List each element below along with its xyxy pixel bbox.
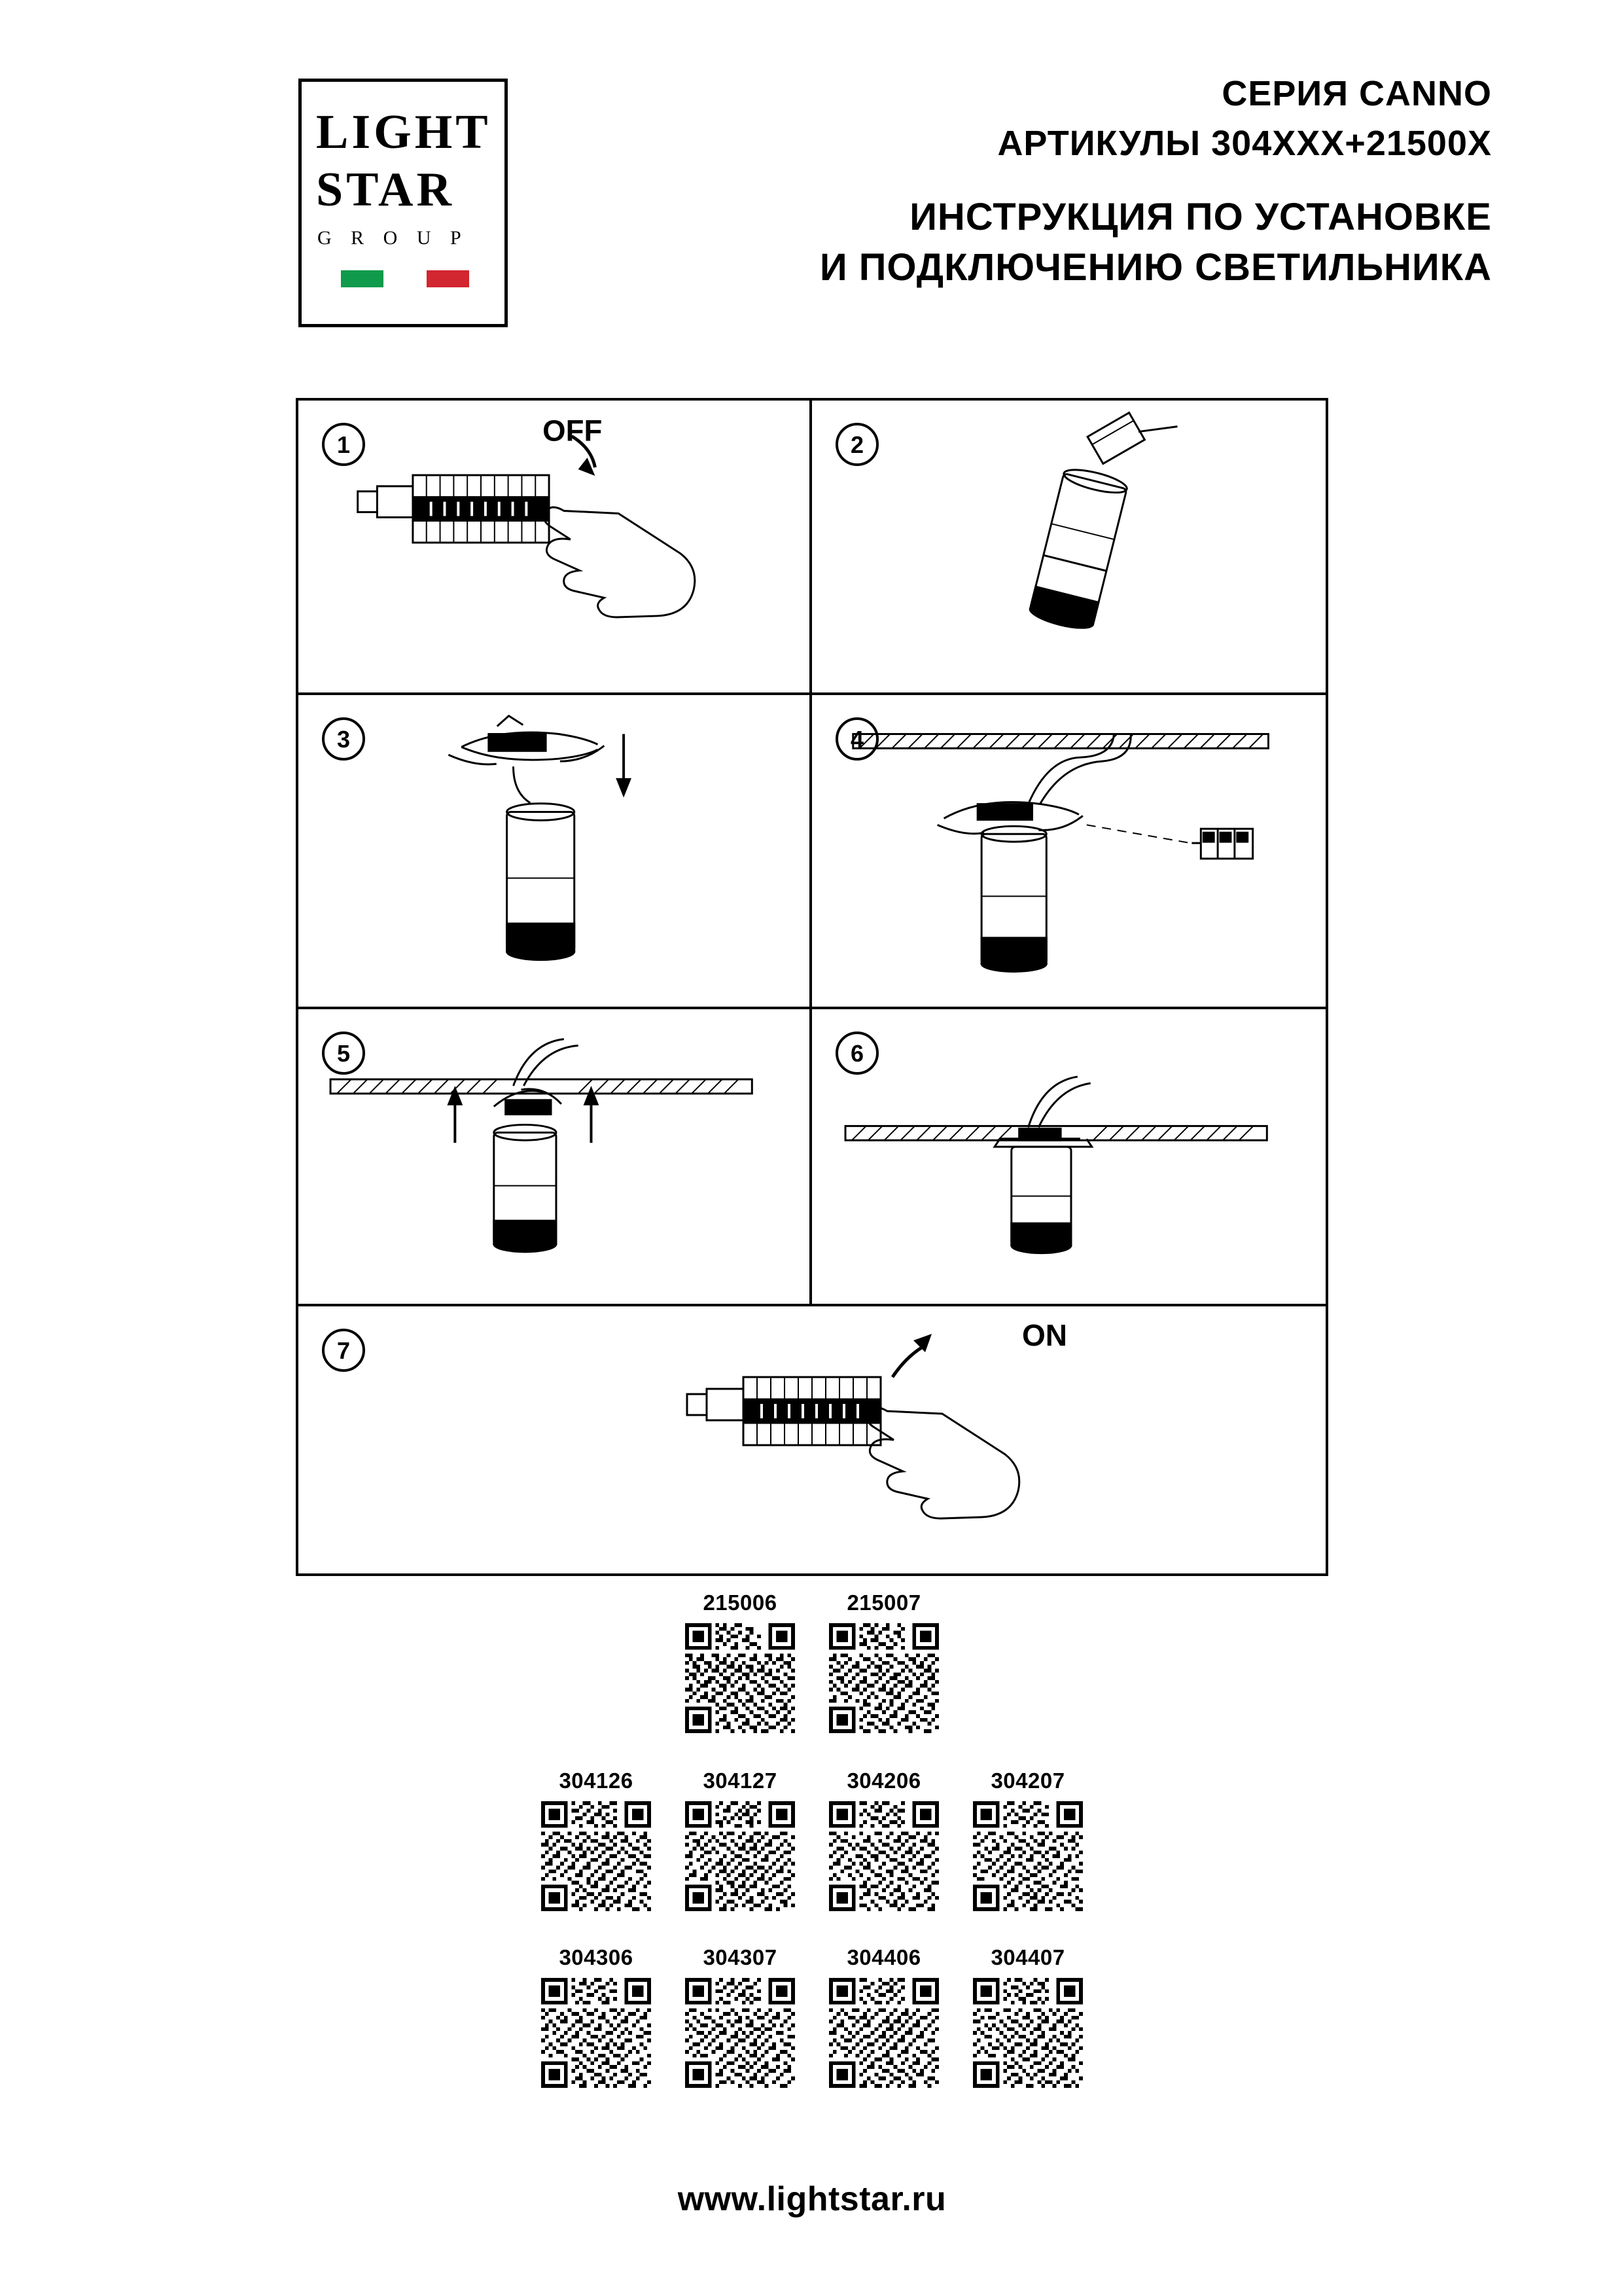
- steps-grid: [296, 398, 1328, 1576]
- step-number-1: 1: [322, 423, 365, 466]
- qr-label: 304126: [559, 1768, 633, 1793]
- step-number-5: 5: [322, 1031, 365, 1075]
- step-5-illustration: [298, 1009, 809, 1304]
- qr-code-image: [829, 1623, 939, 1733]
- step-7-illustration: [298, 1306, 1326, 1573]
- qr-code-image: [829, 1801, 939, 1911]
- step-1-illustration: [298, 401, 809, 692]
- qr-item: [962, 1768, 1093, 1911]
- logo-text-light: LIGHT: [316, 105, 491, 159]
- step-4-illustration: [812, 695, 1326, 1007]
- step-number-7: 7: [322, 1329, 365, 1372]
- series-title: СЕРИЯ CANNO: [1222, 74, 1492, 113]
- qr-label: 304406: [847, 1945, 921, 1969]
- qr-item: [531, 1768, 662, 1911]
- step-2-illustration: [812, 401, 1326, 692]
- qr-label: 304306: [559, 1945, 633, 1969]
- qr-item: [675, 1945, 805, 2088]
- qr-label: 304127: [703, 1768, 777, 1793]
- step-number-6: 6: [836, 1031, 879, 1075]
- italian-flag-icon: [341, 270, 469, 287]
- title-block: [523, 72, 1492, 291]
- step-number-2: 2: [836, 423, 879, 466]
- qr-code-image: [829, 1978, 939, 2088]
- qr-item: [819, 1768, 949, 1911]
- qr-code-image: [973, 1801, 1083, 1911]
- qr-code-image: [541, 1801, 651, 1911]
- instruction-title-line1: ИНСТРУКЦИЯ ПО УСТАНОВКЕ: [909, 196, 1492, 238]
- step-number-4: 4: [836, 717, 879, 761]
- qr-group-1: [296, 1590, 1328, 1733]
- step-3-illustration: [298, 695, 809, 1007]
- qr-code-image: [541, 1978, 651, 2088]
- step-7-on-label: ON: [1022, 1318, 1067, 1352]
- page-header: [0, 0, 1624, 367]
- qr-item: [675, 1768, 805, 1911]
- qr-item: [675, 1590, 805, 1733]
- qr-label: 215006: [703, 1590, 777, 1615]
- qr-code-image: [685, 1978, 795, 2088]
- qr-label: 304407: [991, 1945, 1065, 1969]
- footer-website-url[interactable]: www.lightstar.ru: [677, 2180, 947, 2218]
- step-5: [298, 1009, 812, 1306]
- step-number-3: 3: [322, 717, 365, 761]
- qr-item: [819, 1945, 949, 2088]
- step-1-off-label: OFF: [542, 414, 603, 448]
- step-7: [298, 1306, 1326, 1573]
- step-6: [812, 1009, 1326, 1306]
- qr-code-image: [685, 1801, 795, 1911]
- qr-label: 304207: [991, 1768, 1065, 1793]
- qr-code-image: [973, 1978, 1083, 2088]
- qr-item: [531, 1945, 662, 2088]
- qr-item: [819, 1590, 949, 1733]
- qr-label: 215007: [847, 1590, 921, 1615]
- articles-title: АРТИКУЛЫ 304XXX+21500X: [997, 123, 1492, 163]
- step-6-illustration: [812, 1009, 1326, 1304]
- instruction-title-line2: И ПОДКЛЮЧЕНИЮ СВЕТИЛЬНИКА: [819, 246, 1492, 289]
- qr-label: 304307: [703, 1945, 777, 1969]
- qr-label: 304206: [847, 1768, 921, 1793]
- qr-code-image: [685, 1623, 795, 1733]
- step-1: [298, 401, 812, 695]
- logo-text-star: STAR: [316, 163, 455, 217]
- step-4: [812, 695, 1326, 1009]
- logo-text-group: G R O U P: [317, 227, 468, 249]
- step-3: [298, 695, 812, 1009]
- lightstar-logo: [298, 79, 508, 327]
- qr-code-section: [296, 1590, 1328, 2114]
- step-2: [812, 401, 1326, 695]
- qr-item: [962, 1945, 1093, 2088]
- qr-group-2: [296, 1768, 1328, 1911]
- qr-group-3: [296, 1945, 1328, 2088]
